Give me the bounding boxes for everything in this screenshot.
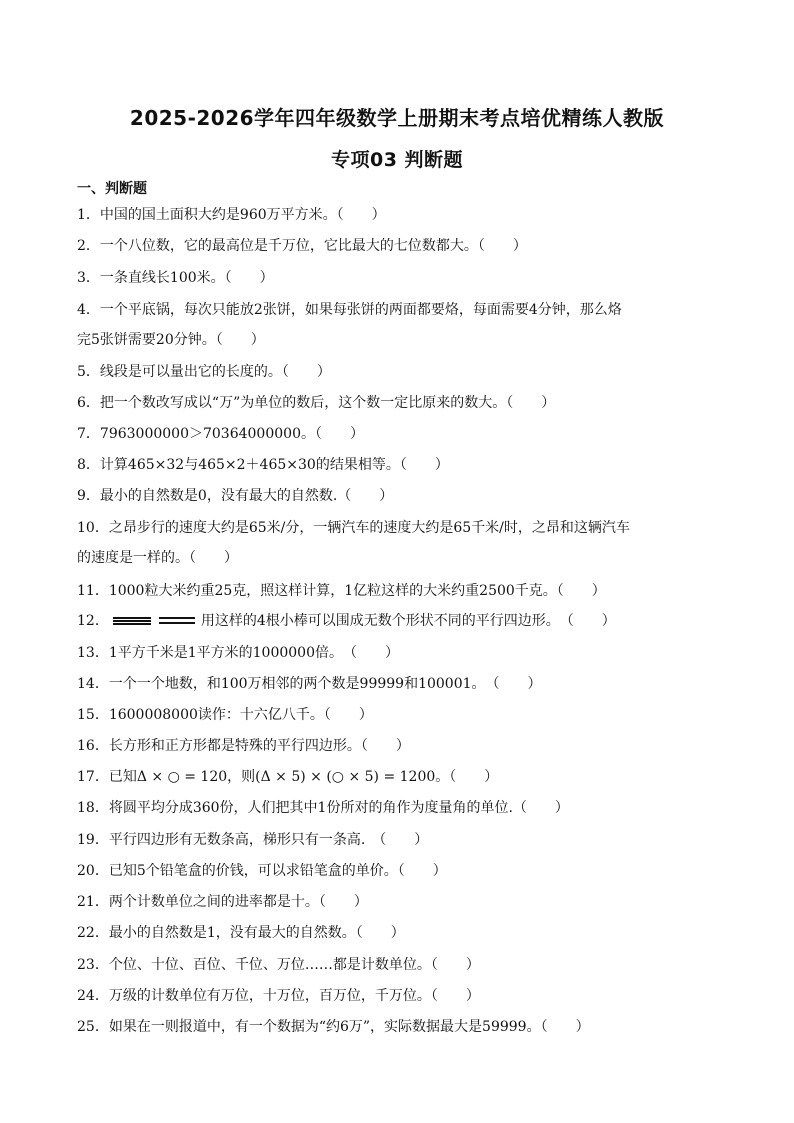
question-number: 5．: [77, 364, 100, 380]
question-number: 1．: [77, 207, 100, 223]
question-number: 22．: [77, 925, 109, 941]
question-number: 25．: [77, 1019, 109, 1035]
question-text: 已知Δ × ○ = 120，则(Δ × 5) × (○ × 5) = 1200。（ ）: [108, 769, 499, 785]
question-number: 12．: [77, 613, 109, 629]
stick: [113, 617, 151, 619]
question-text: 一条直线长100米。（ ）: [99, 270, 274, 286]
question-21: [77, 887, 727, 917]
question-number: 18．: [77, 800, 109, 816]
question-number: 4．: [77, 302, 100, 318]
question-text: 计算465×32与465×2＋465×30的结果相等。（ ）: [99, 457, 449, 473]
question-14: [77, 669, 727, 699]
question-25: [77, 1012, 727, 1042]
sticks-figure: [113, 614, 199, 628]
question-number: 17．: [77, 769, 109, 785]
question-19: [77, 825, 727, 855]
question-2: [77, 231, 727, 261]
question-number: 8．: [77, 457, 100, 473]
question-text: 一个一个地数，和100万相邻的两个数是99999和100001。 （ ）: [108, 676, 542, 692]
question-text: 用这样的4根小棒可以围成无数个形状不同的平行四边形。 （ ）: [200, 613, 616, 629]
question-text: 平行四边形有无数条高，梯形只有一条高. （ ）: [108, 832, 429, 848]
question-number: 3．: [77, 270, 100, 286]
question-text: 如果在一则报道中，有一个数据为“约6万”，实际数据最大是59999。（ ）: [108, 1019, 590, 1035]
stick: [113, 623, 151, 625]
question-text: 7963000000＞70364000000。（ ）: [99, 426, 364, 442]
question-number: 7．: [77, 426, 100, 442]
question-text: 两个计数单位之间的进率都是十。（ ）: [108, 894, 368, 910]
question-24: [77, 981, 727, 1011]
question-8: [77, 450, 727, 480]
question-number: 9．: [77, 488, 100, 504]
stick: [159, 622, 195, 624]
question-12: [77, 606, 727, 636]
question-text: 万级的计数单位有万位，十万位，百万位，千万位。（ ）: [108, 988, 480, 1004]
question-number: 23．: [77, 957, 109, 973]
question-number: 14．: [77, 676, 109, 692]
question-15: [77, 700, 727, 730]
question-number: 13．: [77, 645, 109, 661]
question-text: 线段是可以量出它的长度的。（ ）: [99, 364, 331, 380]
question-number: 21．: [77, 894, 109, 910]
document-title: 2025-2026学年四年级数学上册期末考点培优精练人教版: [129, 106, 665, 130]
question-number: 2．: [77, 238, 100, 254]
question-text: 一个八位数，它的最高位是千万位，它比最大的七位数都大。（ ）: [99, 238, 527, 254]
question-text-continued: 完5张饼需要20分钟。（ ）: [77, 332, 265, 348]
question-text-continued: 的速度是一样的。（ ）: [77, 550, 238, 566]
question-9: [77, 481, 727, 511]
question-number: 11．: [77, 583, 109, 599]
question-text: 把一个数改写成以“万”为单位的数后，这个数一定比原来的数大。（ ）: [99, 395, 556, 411]
question-text: 1000粒大米约重25克，照这样计算，1亿粒这样的大米约重2500千克。（ ）: [108, 583, 606, 599]
question-18: [77, 793, 727, 823]
stick: [159, 617, 195, 619]
question-7: [77, 419, 727, 449]
question-text: 长方形和正方形都是特殊的平行四边形。（ ）: [108, 738, 410, 754]
question-text: 1600008000读作：十六亿八千。（ ）: [108, 707, 373, 723]
question-text: 最小的自然数是1，没有最大的自然数。（ ）: [108, 925, 405, 941]
question-22: [77, 918, 727, 948]
question-4: [77, 295, 727, 355]
section-heading: 一、判断题: [77, 181, 147, 197]
stick: [113, 620, 151, 622]
question-number: 15．: [77, 707, 109, 723]
question-text: 将圆平均分成360份，人们把其中1份所对的角作为度量角的单位.（ ）: [108, 800, 569, 816]
question-number: 24．: [77, 988, 109, 1004]
question-number: 19．: [77, 832, 109, 848]
question-number: 20．: [77, 863, 109, 879]
question-20: [77, 856, 727, 886]
question-text: 最小的自然数是0，没有最大的自然数.（ ）: [99, 488, 394, 504]
question-1: [77, 200, 727, 230]
document-subtitle: 专项03 判断题: [330, 149, 464, 171]
question-10: [77, 513, 727, 573]
question-text: 已知5个铅笔盒的价钱，可以求铅笔盒的单价。（ ）: [108, 863, 447, 879]
question-number: 16．: [77, 738, 109, 754]
question-text: 之昂步行的速度大约是65米/分，一辆汽车的速度大约是65千米/时，之昂和这辆汽车: [108, 520, 630, 536]
question-5: [77, 357, 727, 387]
question-17: [77, 762, 727, 792]
question-number: 6．: [77, 395, 100, 411]
question-text: 1平方千米是1平方米的1000000倍。 （ ）: [108, 645, 399, 661]
question-text: 一个平底锅，每次只能放2张饼，如果每张饼的两面都要烙，每面需要4分钟，那么烙: [99, 302, 622, 318]
question-23: [77, 950, 727, 980]
question-text: 个位、十位、百位、千位、万位……都是计数单位。（ ）: [108, 957, 480, 973]
question-13: [77, 638, 727, 668]
question-6: [77, 388, 727, 418]
question-11: [77, 576, 727, 606]
question-number: 10．: [77, 520, 109, 536]
question-text: 中国的国土面积大约是960万平方米。（ ）: [99, 207, 386, 223]
question-3: [77, 263, 727, 293]
question-16: [77, 731, 727, 761]
